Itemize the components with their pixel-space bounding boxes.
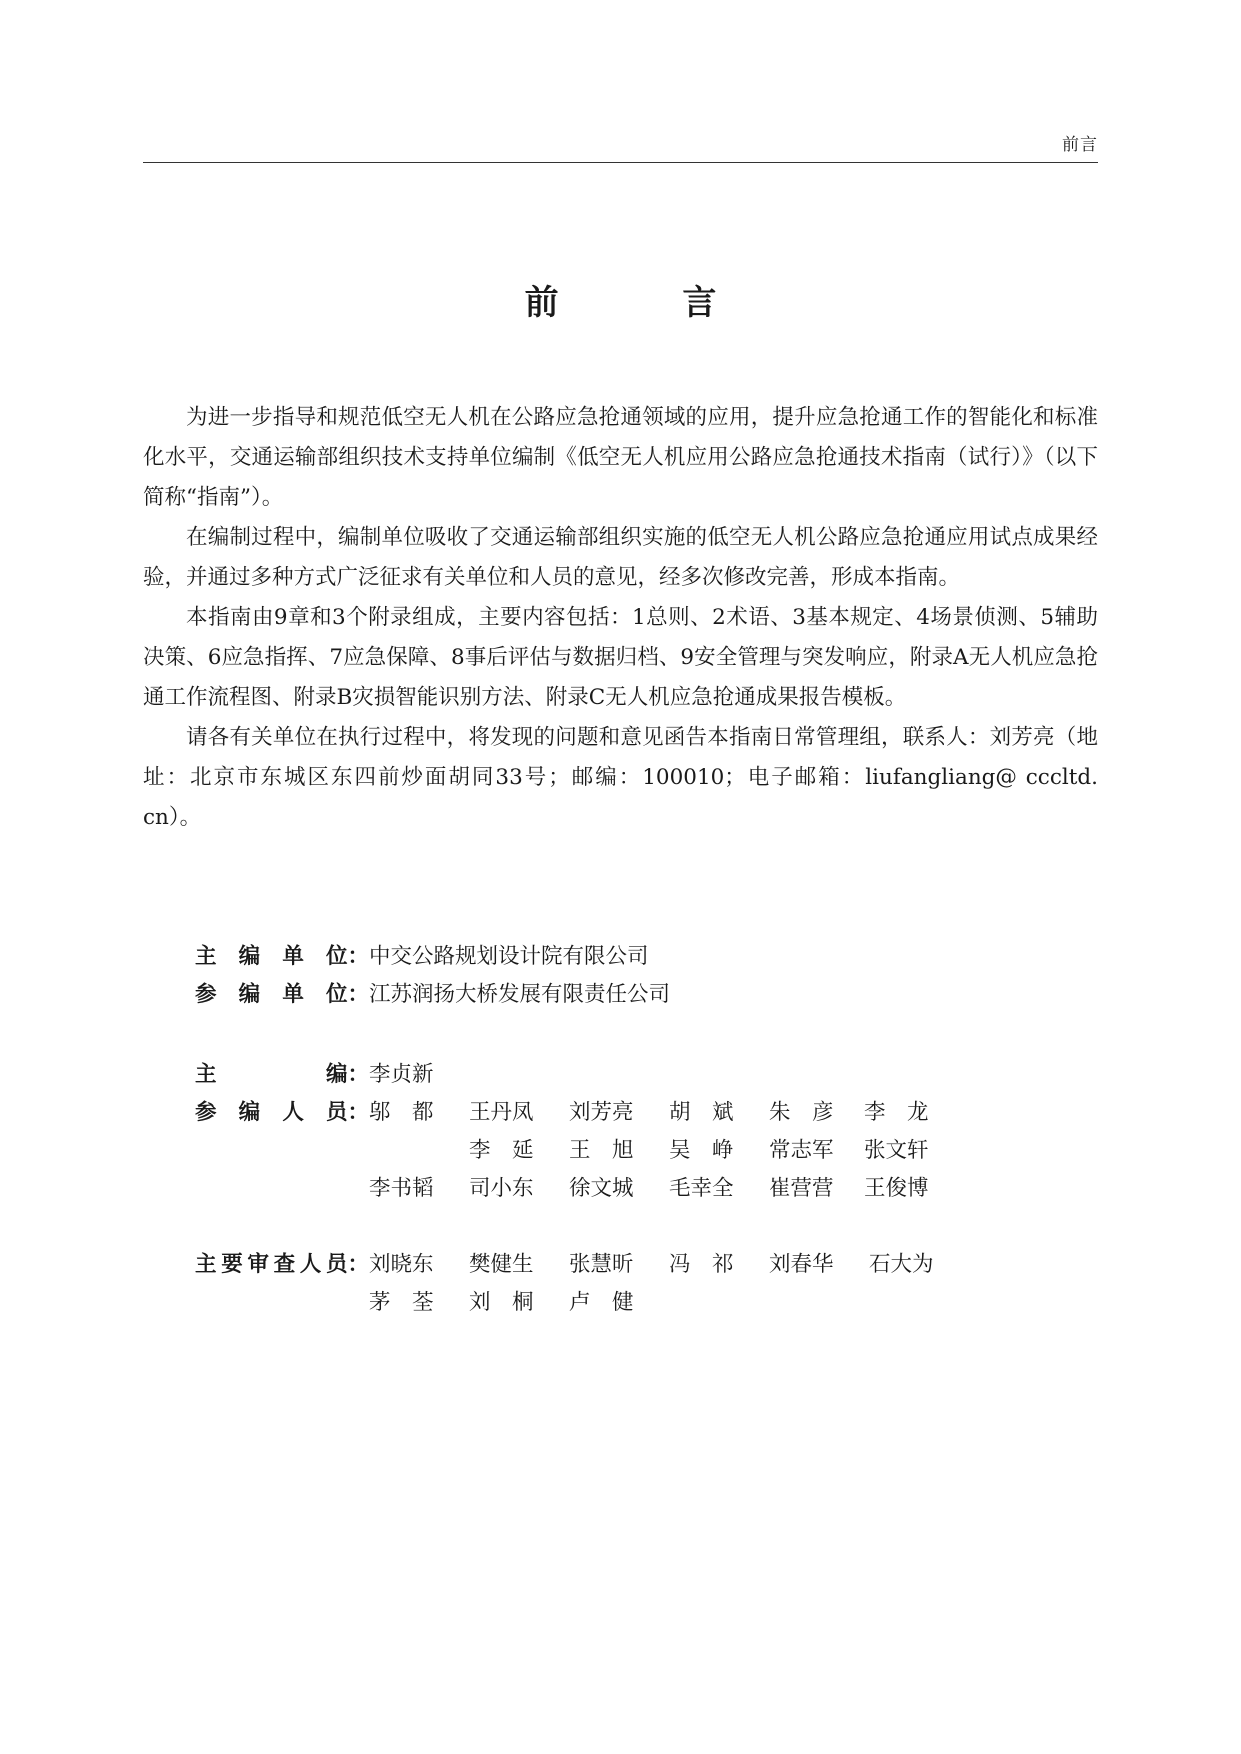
participating-unit-value: 江苏润扬大桥发展有限责任公司 bbox=[369, 982, 671, 1007]
reviewers-row bbox=[195, 1246, 969, 1322]
reviewers-label: 主 要 审 查 人 员 ： bbox=[195, 1252, 369, 1277]
paragraph: 为进一步指导和规范低空无人机在公路应急抢通领域的应用，提升应急抢通工作的智能化和标准化水平，交通运输部组织技术支持单位编制《低空无人机应用公路应急抢通技术指南（试行）》（以下简称“指南”）。 bbox=[143, 405, 1098, 510]
name: 李 龙 bbox=[864, 1100, 929, 1125]
name: 朱 彦 bbox=[769, 1100, 834, 1125]
name: 张文轩 bbox=[864, 1138, 929, 1163]
name bbox=[769, 1284, 869, 1322]
chief-editor-value: 李贞新 bbox=[369, 1062, 434, 1087]
paragraph: 请各有关单位在执行过程中，将发现的问题和意见函告本指南日常管理组，联系人：刘芳亮（地址：北京市东城区东四前炒面胡同33号；邮编：100010；电子邮箱：liufangliang@ cccltd. cn）。 bbox=[143, 725, 1098, 830]
name bbox=[369, 1132, 469, 1170]
name: 张慧昕 bbox=[569, 1252, 634, 1277]
name: 冯 祁 bbox=[669, 1252, 734, 1277]
chief-unit-value: 中交公路规划设计院有限公司 bbox=[369, 944, 649, 969]
units-block bbox=[195, 938, 670, 1014]
name: 王 旭 bbox=[569, 1138, 634, 1163]
name: 崔营营 bbox=[769, 1176, 834, 1201]
name bbox=[869, 1284, 969, 1322]
name: 茅 荃 bbox=[369, 1290, 434, 1315]
name bbox=[669, 1284, 769, 1322]
chief-unit-row bbox=[195, 938, 670, 976]
name: 刘晓东 bbox=[369, 1252, 434, 1277]
name: 邬 都 bbox=[369, 1100, 434, 1125]
participating-unit-label: 参 编 单 位 ： bbox=[195, 982, 369, 1007]
name: 常志军 bbox=[769, 1138, 834, 1163]
preface-body bbox=[143, 398, 1098, 838]
participating-unit-row bbox=[195, 976, 670, 1014]
name: 胡 斌 bbox=[669, 1100, 734, 1125]
name: 李 延 bbox=[469, 1138, 534, 1163]
running-head: 前言 bbox=[1062, 135, 1098, 155]
name: 王俊博 bbox=[864, 1176, 929, 1201]
name: 李书韬 bbox=[369, 1176, 434, 1201]
people-block bbox=[195, 1056, 959, 1208]
name: 刘芳亮 bbox=[569, 1100, 634, 1125]
name: 石大为 bbox=[869, 1252, 934, 1277]
name: 王丹凤 bbox=[469, 1100, 534, 1125]
reviewers-names bbox=[369, 1246, 969, 1322]
chief-unit-label: 主 编 单 位 ： bbox=[195, 944, 369, 969]
page-title: 前 言 bbox=[524, 283, 773, 323]
name: 樊健生 bbox=[469, 1252, 534, 1277]
paragraph: 本指南由9章和3个附录组成，主要内容包括：1总则、2术语、3基本规定、4场景侦测、5辅助决策、6应急指挥、7应急保障、8事后评估与数据归档、9安全管理与突发响应，附录A无人机应急抢通工作流程图、附录B灾损智能识别方法、附录C无人机应急抢通成果报告模板。 bbox=[143, 605, 1098, 710]
participants-row bbox=[195, 1094, 959, 1208]
name: 司小东 bbox=[469, 1176, 534, 1201]
participants-label: 参 编 人 员 ： bbox=[195, 1100, 369, 1125]
paragraph: 在编制过程中，编制单位吸收了交通运输部组织实施的低空无人机公路应急抢通应用试点成果经验，并通过多种方式广泛征求有关单位和人员的意见，经多次修改完善，形成本指南。 bbox=[143, 525, 1098, 590]
header-rule bbox=[143, 162, 1098, 163]
name: 吴 峥 bbox=[669, 1138, 734, 1163]
name: 刘 桐 bbox=[469, 1290, 534, 1315]
name: 卢 健 bbox=[569, 1290, 634, 1315]
name: 毛幸全 bbox=[669, 1176, 734, 1201]
name: 刘春华 bbox=[769, 1252, 834, 1277]
name: 徐文城 bbox=[569, 1176, 634, 1201]
participants-names bbox=[369, 1094, 959, 1208]
chief-editor-row bbox=[195, 1056, 959, 1094]
chief-editor-label: 主 编 ： bbox=[195, 1062, 369, 1087]
reviewers-block bbox=[195, 1246, 969, 1322]
